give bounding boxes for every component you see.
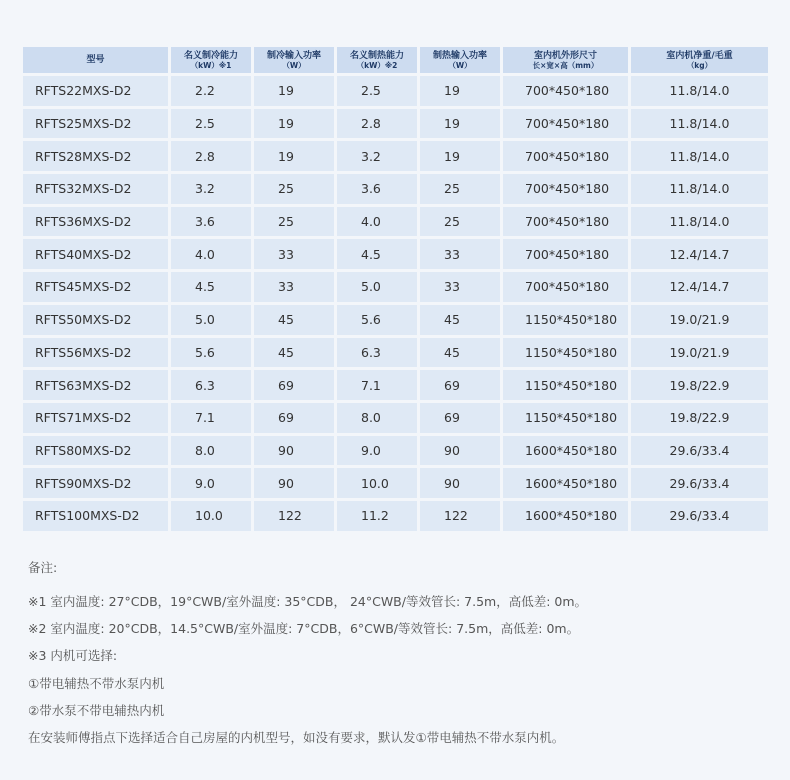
heating-capacity-cell: 10.0 [337, 468, 417, 498]
heating-capacity-cell: 7.1 [337, 370, 417, 400]
heating-capacity-cell: 8.0 [337, 403, 417, 433]
column-header-title: 室内机外形尺寸 [533, 50, 597, 61]
cooling-capacity-cell: 4.0 [171, 239, 251, 269]
note-line: ※1 室内温度: 27°CDB，19°CWB/室外温度: 35°CDB， 24°CWB/等效管长: 7.5m，高低差: 0m。 [28, 594, 588, 609]
weight-cell: 19.8/22.9 [631, 403, 768, 433]
cooling-power-cell: 33 [254, 239, 334, 269]
cooling-power-cell: 69 [254, 403, 334, 433]
note-line: ①带电辅热不带水泵内机 [28, 675, 165, 691]
heating-capacity-cell: 2.5 [337, 76, 417, 106]
weight-cell: 11.8/14.0 [631, 109, 768, 139]
heating-power-cell: 33 [420, 272, 500, 302]
heating-capacity-cell: 11.2 [337, 501, 417, 531]
dimensions-cell: 700*450*180 [503, 207, 628, 237]
weight-cell: 19.0/21.9 [631, 305, 768, 335]
column-header [631, 47, 768, 73]
cooling-power-cell: 25 [254, 207, 334, 237]
column-header [337, 47, 417, 73]
spec-table [20, 44, 771, 534]
table-row [23, 403, 768, 433]
dimensions-cell: 1600*450*180 [503, 501, 628, 531]
dimensions-cell: 1150*450*180 [503, 370, 628, 400]
column-header [503, 47, 628, 73]
weight-cell: 29.6/33.4 [631, 501, 768, 531]
cooling-power-cell: 19 [254, 76, 334, 106]
cooling-capacity-cell: 2.8 [171, 141, 251, 171]
heating-capacity-cell: 9.0 [337, 436, 417, 466]
column-header-unit: （kW）※1 [190, 60, 232, 70]
heating-power-cell: 122 [420, 501, 500, 531]
cooling-capacity-cell: 6.3 [171, 370, 251, 400]
column-header-unit: （kW）※2 [356, 60, 398, 70]
note-line: ※3 内机可选择: [28, 648, 118, 664]
model-cell: RFTS28MXS-D2 [23, 141, 168, 171]
weight-cell: 11.8/14.0 [631, 76, 768, 106]
cooling-capacity-cell: 10.0 [171, 501, 251, 531]
cooling-capacity-cell: 7.1 [171, 403, 251, 433]
weight-cell: 12.4/14.7 [631, 239, 768, 269]
cooling-capacity-cell: 9.0 [171, 468, 251, 498]
notes-title: 备注: [28, 560, 58, 575]
column-header-title: 名义制冷能力 [183, 50, 238, 61]
model-cell: RFTS90MXS-D2 [23, 468, 168, 498]
table-row [23, 76, 768, 106]
weight-cell: 19.0/21.9 [631, 338, 768, 368]
table-row [23, 501, 768, 531]
cooling-capacity-cell: 5.0 [171, 305, 251, 335]
model-cell: RFTS32MXS-D2 [23, 174, 168, 204]
heating-power-cell: 69 [420, 370, 500, 400]
table-row [23, 174, 768, 204]
column-header-title: 制冷输入功率 [266, 50, 321, 61]
heating-power-cell: 45 [420, 305, 500, 335]
cooling-power-cell: 33 [254, 272, 334, 302]
cooling-power-cell: 45 [254, 305, 334, 335]
cooling-capacity-cell: 4.5 [171, 272, 251, 302]
cooling-power-cell: 122 [254, 501, 334, 531]
column-header-title: 型号 [86, 55, 105, 65]
table-row [23, 239, 768, 269]
weight-cell: 29.6/33.4 [631, 436, 768, 466]
heating-power-cell: 90 [420, 468, 500, 498]
heating-capacity-cell: 5.0 [337, 272, 417, 302]
model-cell: RFTS100MXS-D2 [23, 501, 168, 531]
weight-cell: 29.6/33.4 [631, 468, 768, 498]
heating-power-cell: 19 [420, 141, 500, 171]
spec-table-body [23, 76, 768, 531]
table-row [23, 272, 768, 302]
spec-table-header [23, 47, 768, 73]
heating-capacity-cell: 6.3 [337, 338, 417, 368]
column-header-title: 制热输入功率 [432, 50, 487, 61]
table-row [23, 207, 768, 237]
heating-power-cell: 19 [420, 109, 500, 139]
column-header-title: 名义制热能力 [349, 50, 404, 61]
weight-cell: 11.8/14.0 [631, 174, 768, 204]
model-cell: RFTS40MXS-D2 [23, 239, 168, 269]
model-cell: RFTS36MXS-D2 [23, 207, 168, 237]
column-header [171, 47, 251, 73]
table-row [23, 109, 768, 139]
weight-cell: 11.8/14.0 [631, 141, 768, 171]
model-cell: RFTS22MXS-D2 [23, 76, 168, 106]
dimensions-cell: 1600*450*180 [503, 468, 628, 498]
heating-capacity-cell: 3.6 [337, 174, 417, 204]
model-cell: RFTS80MXS-D2 [23, 436, 168, 466]
dimensions-cell: 700*450*180 [503, 239, 628, 269]
heating-power-cell: 45 [420, 338, 500, 368]
column-header-unit: （W） [448, 60, 472, 70]
dimensions-cell: 1150*450*180 [503, 403, 628, 433]
column-header-title: 室内机净重/毛重 [666, 50, 733, 61]
dimensions-cell: 1150*450*180 [503, 338, 628, 368]
cooling-power-cell: 90 [254, 436, 334, 466]
cooling-capacity-cell: 3.2 [171, 174, 251, 204]
note-line: ②带水泵不带电辅热内机 [28, 702, 165, 718]
weight-cell: 19.8/22.9 [631, 370, 768, 400]
column-header-unit: （kg） [686, 60, 713, 70]
model-cell: RFTS25MXS-D2 [23, 109, 168, 139]
dimensions-cell: 700*450*180 [503, 76, 628, 106]
dimensions-cell: 700*450*180 [503, 141, 628, 171]
heating-capacity-cell: 4.0 [337, 207, 417, 237]
table-row [23, 305, 768, 335]
column-header [23, 47, 168, 73]
heating-power-cell: 69 [420, 403, 500, 433]
cooling-capacity-cell: 2.2 [171, 76, 251, 106]
heating-capacity-cell: 3.2 [337, 141, 417, 171]
dimensions-cell: 700*450*180 [503, 272, 628, 302]
notes-section [28, 558, 768, 751]
column-header [420, 47, 500, 73]
table-row [23, 141, 768, 171]
heating-power-cell: 25 [420, 174, 500, 204]
cooling-power-cell: 19 [254, 141, 334, 171]
column-header [254, 47, 334, 73]
dimensions-cell: 700*450*180 [503, 109, 628, 139]
weight-cell: 11.8/14.0 [631, 207, 768, 237]
dimensions-cell: 700*450*180 [503, 174, 628, 204]
header-row [23, 47, 768, 73]
weight-cell: 12.4/14.7 [631, 272, 768, 302]
model-cell: RFTS45MXS-D2 [23, 272, 168, 302]
cooling-capacity-cell: 2.5 [171, 109, 251, 139]
table-row [23, 436, 768, 466]
heating-power-cell: 33 [420, 239, 500, 269]
cooling-power-cell: 90 [254, 468, 334, 498]
heating-capacity-cell: 2.8 [337, 109, 417, 139]
column-header-unit: 长×宽×高（mm） [532, 60, 599, 70]
cooling-power-cell: 45 [254, 338, 334, 368]
cooling-capacity-cell: 3.6 [171, 207, 251, 237]
dimensions-cell: 1600*450*180 [503, 436, 628, 466]
cooling-power-cell: 25 [254, 174, 334, 204]
table-row [23, 370, 768, 400]
cooling-capacity-cell: 8.0 [171, 436, 251, 466]
model-cell: RFTS63MXS-D2 [23, 370, 168, 400]
heating-power-cell: 25 [420, 207, 500, 237]
model-cell: RFTS50MXS-D2 [23, 305, 168, 335]
model-cell: RFTS56MXS-D2 [23, 338, 168, 368]
note-line: 在安装师傅指点下选择适合自己房屋的内机型号，如没有要求，默认发①带电辅热不带水泵内机。 [28, 729, 565, 745]
heating-capacity-cell: 5.6 [337, 305, 417, 335]
cooling-power-cell: 69 [254, 370, 334, 400]
table-row [23, 468, 768, 498]
cooling-capacity-cell: 5.6 [171, 338, 251, 368]
heating-power-cell: 90 [420, 436, 500, 466]
heating-power-cell: 19 [420, 76, 500, 106]
heating-capacity-cell: 4.5 [337, 239, 417, 269]
column-header-unit: （W） [282, 60, 306, 70]
table-row [23, 338, 768, 368]
cooling-power-cell: 19 [254, 109, 334, 139]
model-cell: RFTS71MXS-D2 [23, 403, 168, 433]
dimensions-cell: 1150*450*180 [503, 305, 628, 335]
note-line: ※2 室内温度: 20°CDB，14.5°CWB/室外温度: 7°CDB，6°CWB/等效管长: 7.5m，高低差: 0m。 [28, 621, 580, 637]
